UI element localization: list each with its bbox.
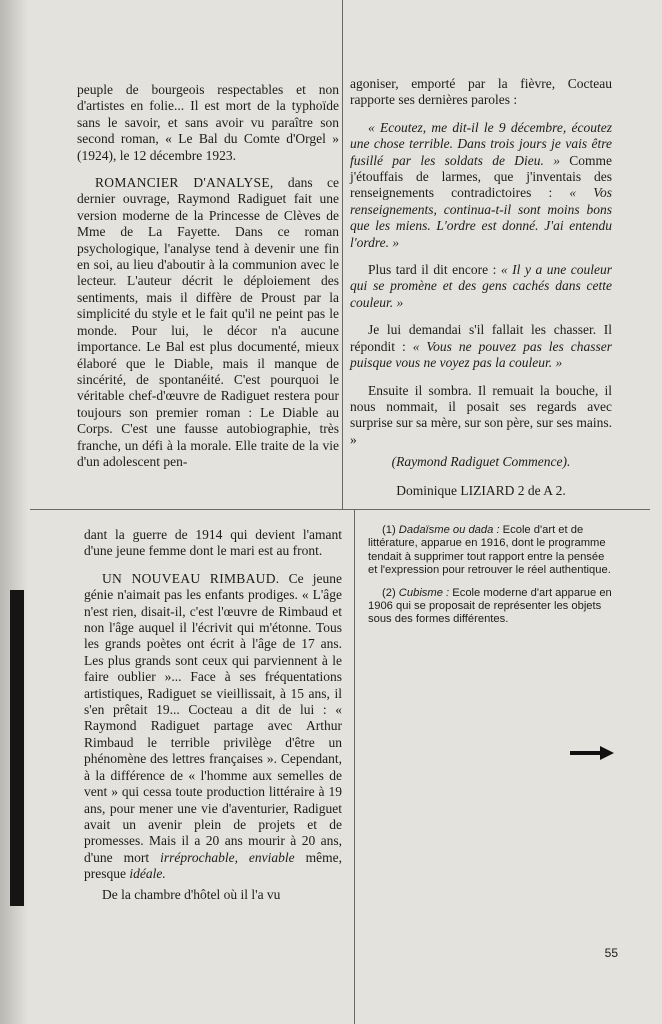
column-top-right <box>350 76 612 499</box>
quote: « Il y a une couleur qui se promène et des gens cachés dans cette couleur. » <box>350 262 613 310</box>
paragraph-text: même, presque <box>84 849 343 882</box>
footnote-term: Cubisme : <box>398 586 450 599</box>
paragraph: dant la guerre de 1914 qui devient l'amant d'une jeune femme dont le mari est au front. <box>84 527 342 559</box>
paragraph: Ensuite il sombra. Il remuait la bouche, il nous nommait, il posait ses regards avec surprise sur sa mère, sur son père, sur ses mains. » <box>350 382 612 447</box>
emphasis: idéale. <box>129 866 166 882</box>
paragraph-text: Plus tard il dit encore : <box>368 262 497 278</box>
paragraph <box>77 175 339 470</box>
quote: « Vous ne pouvez pas les chasser puisque vous ne voyez pas la couleur. » <box>350 338 613 371</box>
quote: « Vos renseignements, continua-t-il sont moins bons que les miens. L'ordre est donné. J'ai entendu l'ordre. » <box>350 185 612 250</box>
paragraph-text: Je lui demandai s'il fallait les chasser. Il répondit : <box>350 322 612 354</box>
footnote-1 <box>368 524 614 578</box>
footnotes <box>368 524 614 636</box>
section-divider <box>30 509 650 510</box>
footnote-number: (1) <box>382 524 396 536</box>
paragraph <box>84 571 342 883</box>
paragraph: De la chambre d'hôtel où il l'a vu <box>102 886 281 902</box>
author-signature: Dominique LIZIARD 2 de A 2. <box>396 482 566 498</box>
footnote-text: Ecole moderne d'art apparue en 1906 qui se proposait de représenter les objets sous des formes différentes. <box>368 586 612 626</box>
column-top-left <box>77 82 339 470</box>
page-number: 55 <box>604 946 618 960</box>
paragraph: agoniser, emporté par la fièvre, Cocteau rapporte ses dernières paroles : <box>350 76 612 108</box>
paragraph <box>350 322 612 371</box>
source-citation: (Raymond Radiguet Commence). <box>391 454 571 470</box>
paragraph-text: Ce jeune génie n'aimait pas les enfants prodiges. « L'âge n'est rien, disait-il, c'est l'œuvre de Rimbaud et non l'âge auquel il l'écrivit qui m'étonne. Tous les grands poètes ont écrit à l'âge de 17 ans. Les plus grands sont ceux qui parviennent à le faire oublier »... Face à ses fréquentations artistiques, Radiguet se vieillissait, à 15 ans, il s'en prêtait 19... Cocteau a dit de lui : « Raymond Radiguet partage avec Arthur Rimbaud le terrible privilège d'être un phénomène des lettres françaises ». Cependant, à la différence de « l'homme aux semelles de vent » qui cessa toute production littéraire à 19 ans, pour mener une vie d'aventurier, Radiguet avait un avenir plein de projets et de promesses. Mais il a 20 ans mourir à 20 ans, d'une mort <box>84 570 342 865</box>
arrow-right-icon <box>570 746 614 760</box>
paragraph: peuple de bourgeois respectables et non d'artistes en folie... Il est mort de la typhoïde sans le savoir, et sans avoir vu paraître son second roman, « Le Bal du Comte d'Orgel » (1924), le 12 décembre 1923. <box>77 82 339 163</box>
quote: « Ecoutez, me dit-il le 9 décembre, écoutez une chose terrible. Dans trois jours je vais être fusillé par les soldats de Dieu. » <box>350 119 612 168</box>
column-divider-top <box>342 0 343 510</box>
footnote-text: Ecole d'art et de littérature, apparue en 1916, dont le programme tendait à supprimer tout rapport entre la pensée et l'expression pour retrouver le réel authentique. <box>368 524 611 577</box>
paragraph <box>350 262 612 311</box>
footnote-2 <box>368 587 614 627</box>
emphasis: irréprochable, enviable <box>160 849 295 865</box>
paragraph-text: Comme j'étouffais de larmes, que j'inventais des renseignements contradictoires : <box>350 152 613 201</box>
section-heading: UN NOUVEAU RIMBAUD. <box>102 570 280 586</box>
footnote-term: Dadaïsme ou dada : <box>398 524 500 536</box>
section-heading: ROMANCIER D'ANALYSE, <box>95 175 274 191</box>
column-divider-bottom <box>354 509 355 1024</box>
paragraph-text: dans ce dernier ouvrage, Raymond Radiguet fait une version moderne de la Princesse de Clèves de Mme de La Fayette. Dans ce roman psychologique, l'analyse tend à devenir une fin en soi, au lieu d'aboutir à la communion avec le lecteur. L'auteur décrit le déploiement des sentiments, mais il diffère de Proust par la simplicité du style et le fait qu'il ne peint pas le monde. Pour lui, le décor n'a aucune importance. Le Bal est plus documenté, mieux élaboré que le Diable, mais il manque de sincérité, de spontanéité. C'est pourquoi le véritable chef-d'œuvre de Radiguet restera pour toujours son premier roman : Le Diable au Corps. C'est une fausse autobiographie, très franche, un défi à la morale. Elle traite de la vie d'un adolescent pen- <box>77 175 340 469</box>
footnote-number: (2) <box>382 586 396 599</box>
column-bottom-left <box>84 527 342 903</box>
edge-marker <box>10 590 24 906</box>
paragraph <box>350 120 612 251</box>
